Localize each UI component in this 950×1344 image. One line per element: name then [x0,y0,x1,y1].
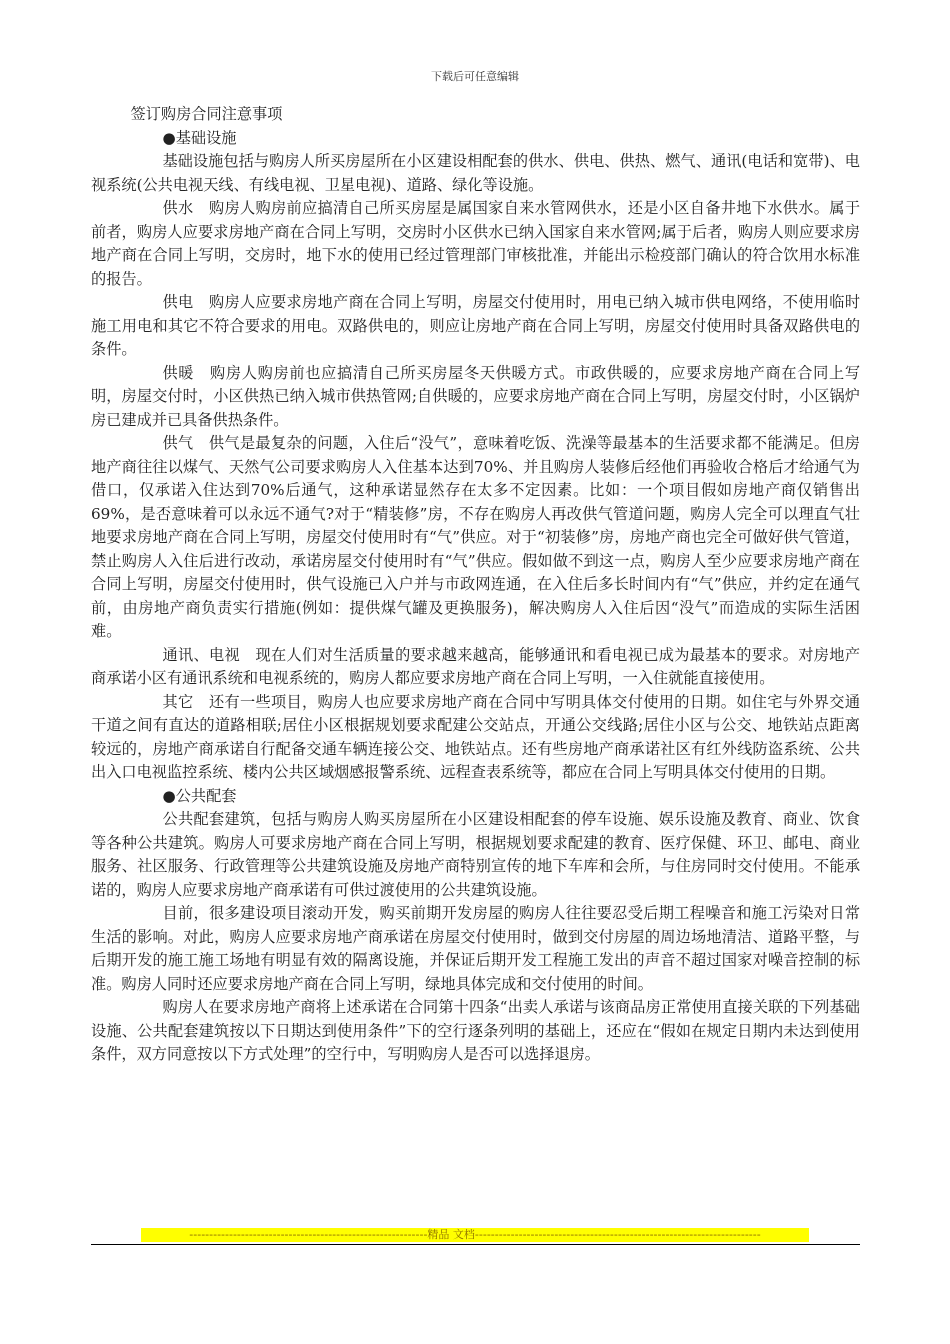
paragraph-heating: 供暖 购房人购房前也应搞清自己所买房屋冬天供暖方式。市政供暖的，应要求房地产商在合同上写明，房屋交付时，小区供热已纳入城市供热管网;自供暖的，应要求房地产商在合同上写明，房屋交付时，小区锅炉房已建成并已具备供热条件。 [91,363,860,429]
paragraph-water-supply: 供水 购房人购房前应搞清自己所买房屋是属国家自来水管网供水，还是小区自备井地下水供水。属于前者，购房人应要求房地产商在合同上写明，交房时小区供水已纳入国家自来水管网;属于后者，购房人则应要求房地产商在合同上写明，交房时，地下水的使用已经过管理部门审核批准，并能出示检疫部门确认的符合饮用水标准的报告。 [91,199,860,288]
paragraph-phased-development: 目前，很多建设项目滚动开发，购买前期开发房屋的购房人往往要忍受后期工程噪音和施工污染对日常生活的影响。对此，购房人应要求房地产商承诺在房屋交付使用时，做到交付房屋的周边场地清洁、道路平整，与后期开发的施工施工场地有明显有效的隔离设施，并保证后期开发工程施工发出的声音不超过国家对噪音控制的标准。购房人同时还应要求房地产商在合同上写明，绿地具体完成和交付使用的时间。 [91,904,860,993]
paragraph-intro: 基础设施包括与购房人所买房屋所在小区建设相配套的供水、供电、供热、燃气、通讯(电话和宽带)、电视系统(公共电视天线、有线电视、卫星电视)、道路、绿化等设施。 [91,152,860,194]
paragraph-contract-clause: 购房人在要求房地产商将上述承诺在合同第十四条“出卖人承诺与该商品房正常使用直接关联的下列基础设施、公共配套建筑按以下日期达到使用条件”下的空行逐条列明的基础上，还应在“假如在规定日期内未达到使用条件，双方同意按以下方式处理”的空行中，写明购房人是否可以选择退房。 [91,998,860,1063]
paragraph-gas-supply: 供气 供气是最复杂的问题，入住后“没气”，意味着吃饭、洗澡等最基本的生活要求都不能满足。但房地产商往往以煤气、天然气公司要求购房人入住基本达到70%、并且购房人装修后经他们再验收合格后才给通气为借口，仅承诺入住达到70%后通气，这种承诺显然存在太多不定因素。比如：一个项目假如房地产商仅销售出69%，是否意味着可以永远不通气?对于“精装修”房，不存在购房人再改供气管道问题，购房人完全可以理直气壮地要求房地产商在合同上写明，房屋交付使用时有“气”供应。对于“初装修”房，房地产商也完全可做好供气管道，禁止购房人入住后进行改动，承诺房屋交付使用时有“气”供应。假如做不到这一点，购房人至少应要求房地产商在合同上写明，房屋交付使用时，供气设施已入户并与市政网连通，在入住后多长时间内有“气”供应，并约定在通气前，由房地产商负责实行措施(例如：提供煤气罐及更换服务)，解决购房人入住后因“没气”而造成的实际生活困难。 [91,434,860,640]
footer-divider [91,1244,860,1245]
document-body [91,103,860,1067]
paragraph-telecom-tv: 通讯、电视 现在人们对生活质量的要求越来越高，能够通讯和看电视已成为最基本的要求。对房地产商承诺小区有通讯系统和电视系统的，购房人都应要求房地产商在合同上写明，一入住就能直接使用。 [91,645,860,687]
paragraph-public-buildings: 公共配套建筑，包括与购房人购买房屋所在小区建设相配套的停车设施、娱乐设施及教育、商业、饮食等各种公共建筑。购房人可要求房地产商在合同上写明，根据规划要求配建的教育、医疗保健、环卫、邮电、商业服务、社区服务、行政管理等公共建筑设施及房地产商特别宣传的地下车库和会所，与住房同时交付使用。不能承诺的，购房人应要求房地产商承诺有可供过渡使用的公共建筑设施。 [91,810,860,899]
paragraph-power-supply: 供电 购房人应要求房地产商在合同上写明，房屋交付使用时，用电已纳入城市供电网络，不使用临时施工用电和其它不符合要求的用电。双路供电的，则应让房地产商在合同上写明，房屋交付使用时具备双路供电的条件。 [91,293,860,358]
page-header: 下载后可任意编辑 [431,70,519,83]
section-heading-public-facilities: ●公共配套 [162,786,237,805]
section-heading-infrastructure: ●基础设施 [162,128,237,147]
footer-banner: ------------------------------------------------------------精品 文档------------------------------------------------------------------------ [141,1228,809,1242]
document-title: 签订购房合同注意事项 [130,105,283,123]
paragraph-other: 其它 还有一些项目，购房人也应要求房地产商在合同中写明具体交付使用的日期。如住宅与外界交通干道之间有直达的道路相联;居住小区根据规划要求配建公交站点，开通公交线路;居住小区与公交、地铁站点距离较远的，房地产商承诺自行配备交通车辆连接公交、地铁站点。还有些房地产商承诺社区有红外线防盗系统、公共出入口电视监控系统、楼内公共区域烟感报警系统、远程查表系统等，都应在合同上写明具体交付使用的日期。 [91,692,860,781]
